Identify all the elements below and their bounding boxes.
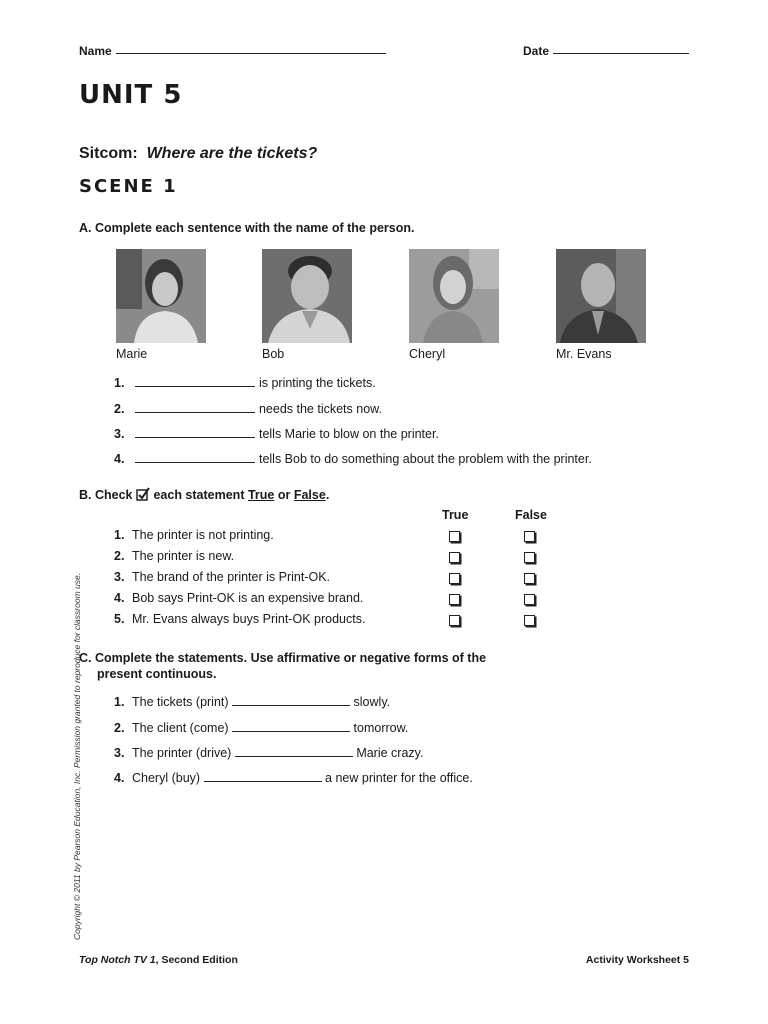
name-field[interactable] bbox=[116, 53, 386, 54]
photo-cheryl bbox=[409, 249, 499, 343]
section-a-instruction: A. Complete each sentence with the name of the person. bbox=[79, 221, 415, 235]
false-checkbox[interactable] bbox=[524, 552, 535, 563]
unit-title: UNIT 5 bbox=[79, 80, 183, 110]
footer-book-title: Top Notch TV 1, Second Edition bbox=[79, 954, 238, 966]
column-true-header: True bbox=[442, 508, 469, 522]
caption-marie: Marie bbox=[116, 347, 148, 361]
false-checkbox[interactable] bbox=[524, 573, 535, 584]
section-b-instruction: B. Check each statement True or False. bbox=[79, 488, 330, 502]
section-a-item: 3. tells Marie to blow on the printer. bbox=[114, 423, 439, 441]
true-checkbox[interactable] bbox=[449, 531, 460, 542]
section-c-item: 1. The tickets (print) slowly. bbox=[114, 691, 390, 709]
true-checkbox[interactable] bbox=[449, 573, 460, 584]
caption-mr-evans: Mr. Evans bbox=[556, 347, 612, 361]
copyright-notice: Copyright © 2011 by Pearson Education, Inc. Permission granted to reproduce for classroom use. bbox=[72, 572, 82, 940]
section-b-item: 2. The printer is new. bbox=[114, 549, 235, 563]
answer-blank[interactable] bbox=[135, 372, 255, 387]
section-c-item: 3. The printer (drive) Marie crazy. bbox=[114, 742, 423, 760]
name-label: Name bbox=[79, 44, 112, 58]
caption-bob: Bob bbox=[262, 347, 285, 361]
answer-blank[interactable] bbox=[135, 398, 255, 413]
section-a-item: 4. tells Bob to do something about the problem with the printer. bbox=[114, 448, 592, 466]
section-a-item: 1. is printing the tickets. bbox=[114, 372, 376, 390]
section-b-item: 5. Mr. Evans always buys Print-OK products. bbox=[114, 612, 366, 626]
date-field[interactable] bbox=[553, 53, 689, 54]
false-checkbox[interactable] bbox=[524, 531, 535, 542]
photo-bob bbox=[262, 249, 352, 343]
true-checkbox[interactable] bbox=[449, 594, 460, 605]
section-b-item: 4. Bob says Print-OK is an expensive brand. bbox=[114, 591, 364, 605]
answer-blank[interactable] bbox=[204, 767, 322, 782]
photo-marie bbox=[116, 249, 206, 343]
scene-title: SCENE 1 bbox=[79, 176, 178, 197]
section-c-instruction-line2: present continuous. bbox=[97, 667, 217, 681]
true-checkbox[interactable] bbox=[449, 615, 460, 626]
photo-mr-evans bbox=[556, 249, 646, 343]
answer-blank[interactable] bbox=[135, 448, 255, 463]
sitcom-title: Where are the tickets? bbox=[146, 145, 318, 162]
caption-cheryl: Cheryl bbox=[409, 347, 446, 361]
sitcom-heading bbox=[79, 145, 317, 163]
answer-blank[interactable] bbox=[232, 691, 350, 706]
false-checkbox[interactable] bbox=[524, 594, 535, 605]
section-c-item: 4. Cheryl (buy) a new printer for the office. bbox=[114, 767, 473, 785]
section-c-instruction: C. Complete the statements. Use affirmative or negative forms of the bbox=[79, 651, 487, 665]
column-false-header: False bbox=[515, 508, 547, 522]
false-checkbox[interactable] bbox=[524, 615, 535, 626]
footer-worksheet: Activity Worksheet 5 bbox=[585, 954, 689, 966]
section-c-item: 2. The client (come) tomorrow. bbox=[114, 717, 408, 735]
section-b-item: 3. The brand of the printer is Print-OK. bbox=[114, 570, 331, 584]
answer-blank[interactable] bbox=[235, 742, 353, 757]
answer-blank[interactable] bbox=[232, 717, 350, 732]
checkbox-check-icon bbox=[136, 487, 150, 501]
sitcom-label: Sitcom: bbox=[79, 145, 138, 162]
section-a-item: 2. needs the tickets now. bbox=[114, 398, 382, 416]
true-checkbox[interactable] bbox=[449, 552, 460, 563]
date-label: Date bbox=[523, 44, 550, 58]
answer-blank[interactable] bbox=[135, 423, 255, 438]
section-b-item: 1. The printer is not printing. bbox=[114, 528, 274, 542]
